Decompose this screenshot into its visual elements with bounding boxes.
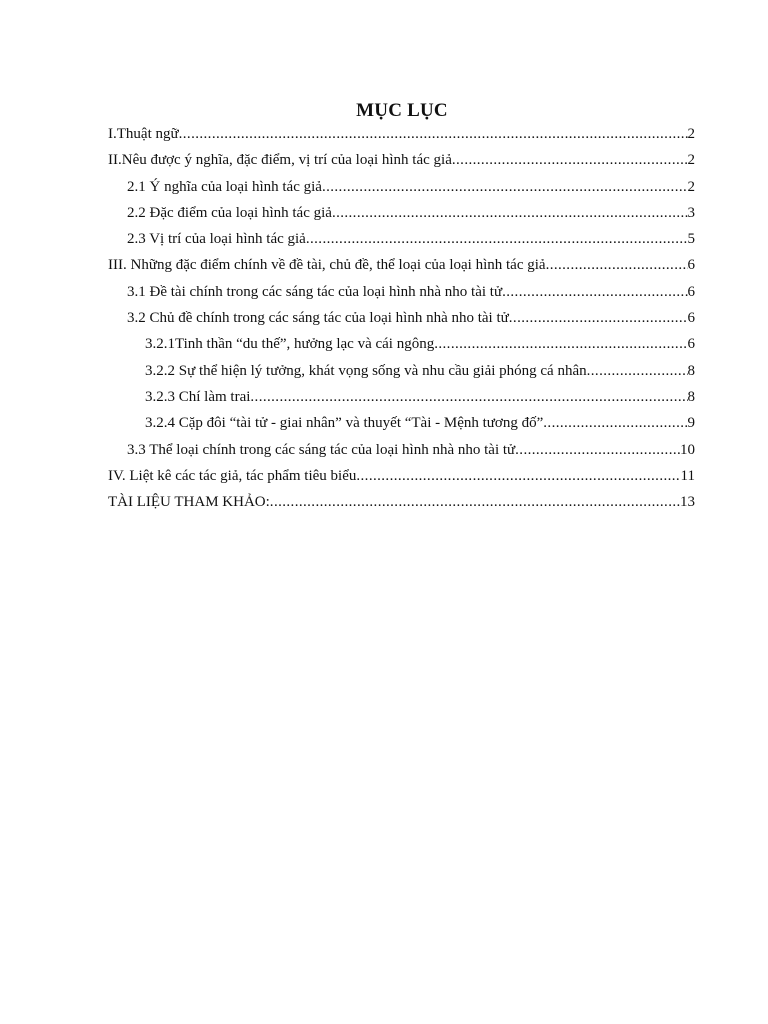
toc-title: MỤC LỤC [356, 100, 448, 121]
dot-leader [543, 413, 687, 433]
dot-leader [250, 387, 687, 407]
toc-page-number: 8 [687, 362, 695, 379]
toc-page-number: 3 [687, 204, 695, 221]
toc-entry[interactable] [108, 413, 695, 439]
toc-page-number: 6 [687, 283, 695, 300]
dot-leader [179, 124, 688, 144]
dot-leader [332, 203, 688, 223]
toc-page-number: 6 [687, 336, 695, 353]
toc-entry-title: 3.2.3 Chí làm trai [145, 388, 251, 405]
dot-leader [546, 255, 688, 275]
toc-entry[interactable] [108, 334, 695, 360]
toc-page-number: 11 [680, 467, 695, 484]
toc-entry-title: II.Nêu được ý nghĩa, đặc điểm, vị trí của loại hình tác giả [108, 152, 452, 169]
toc-entry-title: 2.2 Đặc điểm của loại hình tác giả [127, 204, 332, 221]
toc-page-number: 2 [687, 152, 695, 169]
toc-entry[interactable] [108, 308, 695, 334]
toc-entry-title: 3.1 Đề tài chính trong các sáng tác của loại hình nhà nho tài tử [127, 283, 503, 300]
toc-entry[interactable] [108, 124, 695, 150]
toc-entry-title: III. Những đặc điểm chính về đề tài, chủ đề, thể loại của loại hình tác giả [108, 257, 546, 274]
toc-entry-title: I.Thuật ngữ [108, 126, 179, 142]
toc-page-number: 6 [687, 257, 695, 274]
dot-leader [509, 308, 688, 328]
toc-entry[interactable] [108, 229, 695, 255]
toc-page-number: 9 [687, 415, 695, 432]
toc-entry[interactable] [108, 361, 695, 387]
toc-entry[interactable] [108, 150, 695, 176]
toc-entry-title: 3.2.4 Cặp đôi “tài tử - giai nhân” và thuyết “Tài - Mệnh tương đố” [145, 415, 544, 432]
toc-entry[interactable] [108, 255, 695, 281]
toc-entry-title: IV. Liệt kê các tác giả, tác phẩm tiêu biểu [108, 467, 357, 484]
dot-leader [270, 492, 680, 512]
dot-leader [434, 334, 687, 354]
toc-entry[interactable] [108, 177, 695, 203]
toc-entry-title: 3.2.1Tinh thần “du thế”, hưởng lạc và cái ngông [145, 336, 435, 353]
toc-page-number: 6 [687, 310, 695, 327]
toc-entry[interactable] [108, 440, 695, 466]
dot-leader [515, 440, 680, 460]
table-of-contents [108, 124, 695, 518]
dot-leader [452, 150, 688, 170]
toc-entry-title: TÀI LIỆU THAM KHẢO: [108, 494, 270, 511]
toc-page-number: 5 [687, 231, 695, 248]
toc-entry[interactable] [108, 492, 695, 518]
toc-page-number: 2 [687, 178, 695, 195]
toc-entry[interactable] [108, 466, 695, 492]
toc-page-number: 8 [687, 388, 695, 405]
toc-entry[interactable] [108, 203, 695, 229]
toc-page-number: 10 [680, 441, 695, 458]
toc-entry-title: 3.2.2 Sự thể hiện lý tưởng, khát vọng sống và nhu cầu giải phóng cá nhân [145, 362, 587, 379]
toc-page-number: 13 [680, 494, 695, 511]
toc-entry-title: 3.3 Thể loại chính trong các sáng tác của loại hình nhà nho tài tử [127, 441, 516, 458]
toc-entry-title: 3.2 Chủ đề chính trong các sáng tác của loại hình nhà nho tài tử [127, 310, 509, 327]
toc-entry-title: 2.3 Vị trí của loại hình tác giả [127, 231, 306, 248]
dot-leader [306, 229, 688, 249]
dot-leader [502, 282, 687, 302]
toc-entry[interactable] [108, 282, 695, 308]
dot-leader [356, 466, 680, 486]
toc-entry[interactable] [108, 387, 695, 413]
dot-leader [587, 361, 688, 381]
dot-leader [322, 177, 688, 197]
toc-entry-title: 2.1 Ý nghĩa của loại hình tác giả [127, 178, 322, 195]
toc-page-number: 2 [687, 126, 695, 142]
